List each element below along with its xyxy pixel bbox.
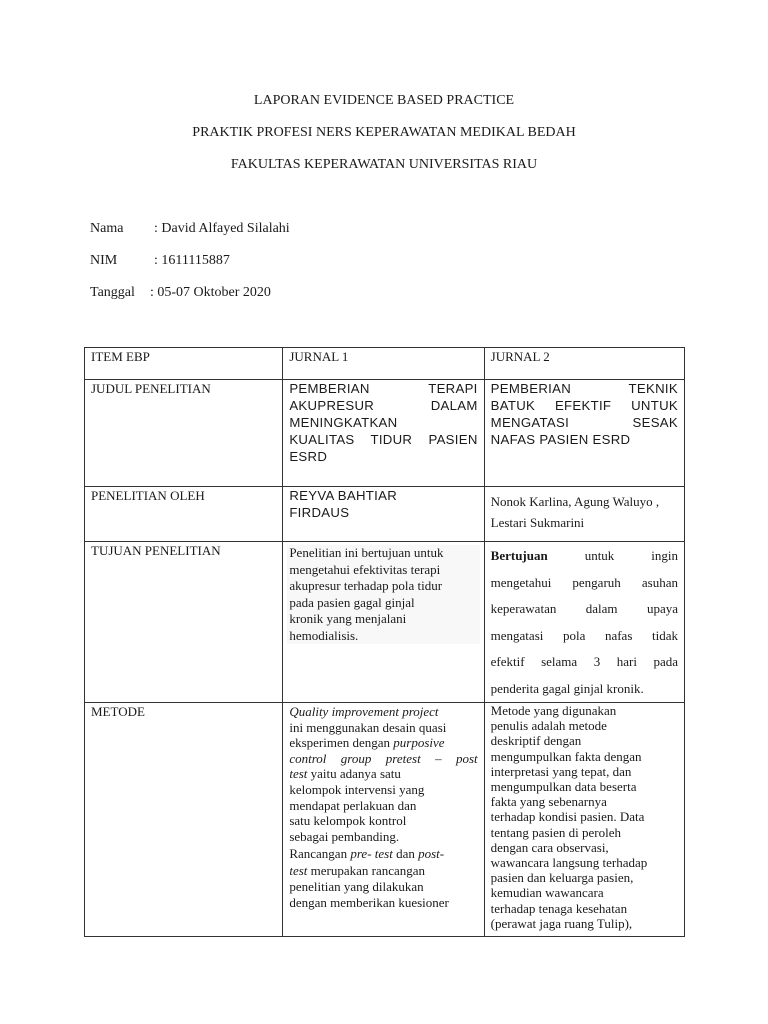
table-row-metode: [85, 703, 685, 937]
nama-value: : David Alfayed Silalahi: [154, 221, 290, 236]
table-header-row: [85, 348, 685, 380]
report-subtitle-program: PRAKTIK PROFESI NERS KEPERAWATAN MEDIKAL BEDAH: [192, 125, 576, 140]
tanggal-label: Tanggal: [90, 285, 135, 300]
oleh-jurnal-2: Nonok Karlina, Agung Waluyo , Lestari Sukmarini: [484, 487, 684, 542]
nim-label: NIM: [90, 253, 118, 268]
report-title: LAPORAN EVIDENCE BASED PRACTICE: [253, 93, 515, 108]
oleh-jurnal-1: REYVA BAHTIAR FIRDAUS: [283, 487, 484, 542]
table-row-tujuan: [85, 542, 685, 703]
metode-jurnal-1: Quality improvement project ini menggunakan desain quasi eksperimen dengan purposive control group pretest – post test yaitu adanya satu kelompok intervensi yang mendapat perlakuan dan satu kelompok kontrol sebagai pembanding. Rancangan pre- test dan post- test merupakan rancangan penelitian yang dilakukan dengan memberikan kuesioner: [283, 703, 484, 937]
report-subtitle-faculty: FAKULTAS KEPERAWATAN UNIVERSITAS RIAU: [230, 157, 538, 172]
ebp-table: [84, 347, 685, 937]
header-item-ebp: ITEM EBP: [85, 348, 283, 380]
tujuan-jurnal-2: Bertujuan untuk ingin mengetahui pengaruh asuhan keperawatan dalam upaya mengatasi pola nafas tidak efektif selama 3 hari pada penderita gagal ginjal kronik.: [484, 542, 684, 703]
judul-label-cell: JUDUL PENELITIAN: [85, 380, 283, 487]
metode-label-cell: METODE: [85, 703, 283, 937]
tanggal-value: : 05-07 Oktober 2020: [150, 285, 271, 300]
nim-value: : 1611115887: [154, 253, 230, 268]
header-jurnal-1: JURNAL 1: [283, 348, 484, 380]
judul-jurnal-2: PEMBERIAN TEKNIK BATUK EFEKTIF UNTUK MENGATASI SESAK NAFAS PASIEN ESRD: [484, 380, 684, 487]
tujuan-jurnal-1: Penelitian ini bertujuan untuk mengetahui efektivitas terapi akupresur terhadap pola tidur pada pasien gagal ginjal kronik yang menjalani hemodialisis.: [283, 542, 484, 703]
metode-jurnal-2: Metode yang digunakan penulis adalah metode deskriptif dengan mengumpulkan fakta dengan interpretasi yang tepat, dan mengumpulkan data beserta fakta yang sebenarnya terhadap kondisi pasien. Data tentang pasien di peroleh dengan cara observasi, wawancara langsung terhadap pasien dan keluarga pasien, kemudian wawancara terhadap tenaga kesehatan (perawat jaga ruang Tulip),: [484, 703, 684, 937]
tujuan-label-cell: TUJUAN PENELITIAN: [85, 542, 283, 703]
oleh-label-cell: PENELITIAN OLEH: [85, 487, 283, 542]
table-row-oleh: [85, 487, 685, 542]
judul-jurnal-1: PEMBERIAN TERAPI AKUPRESUR DALAM MENINGKATKAN KUALITAS TIDUR PASIEN ESRD: [283, 380, 484, 487]
table-row-judul: [85, 380, 685, 487]
nama-label: Nama: [90, 221, 124, 236]
header-jurnal-2: JURNAL 2: [484, 348, 684, 380]
